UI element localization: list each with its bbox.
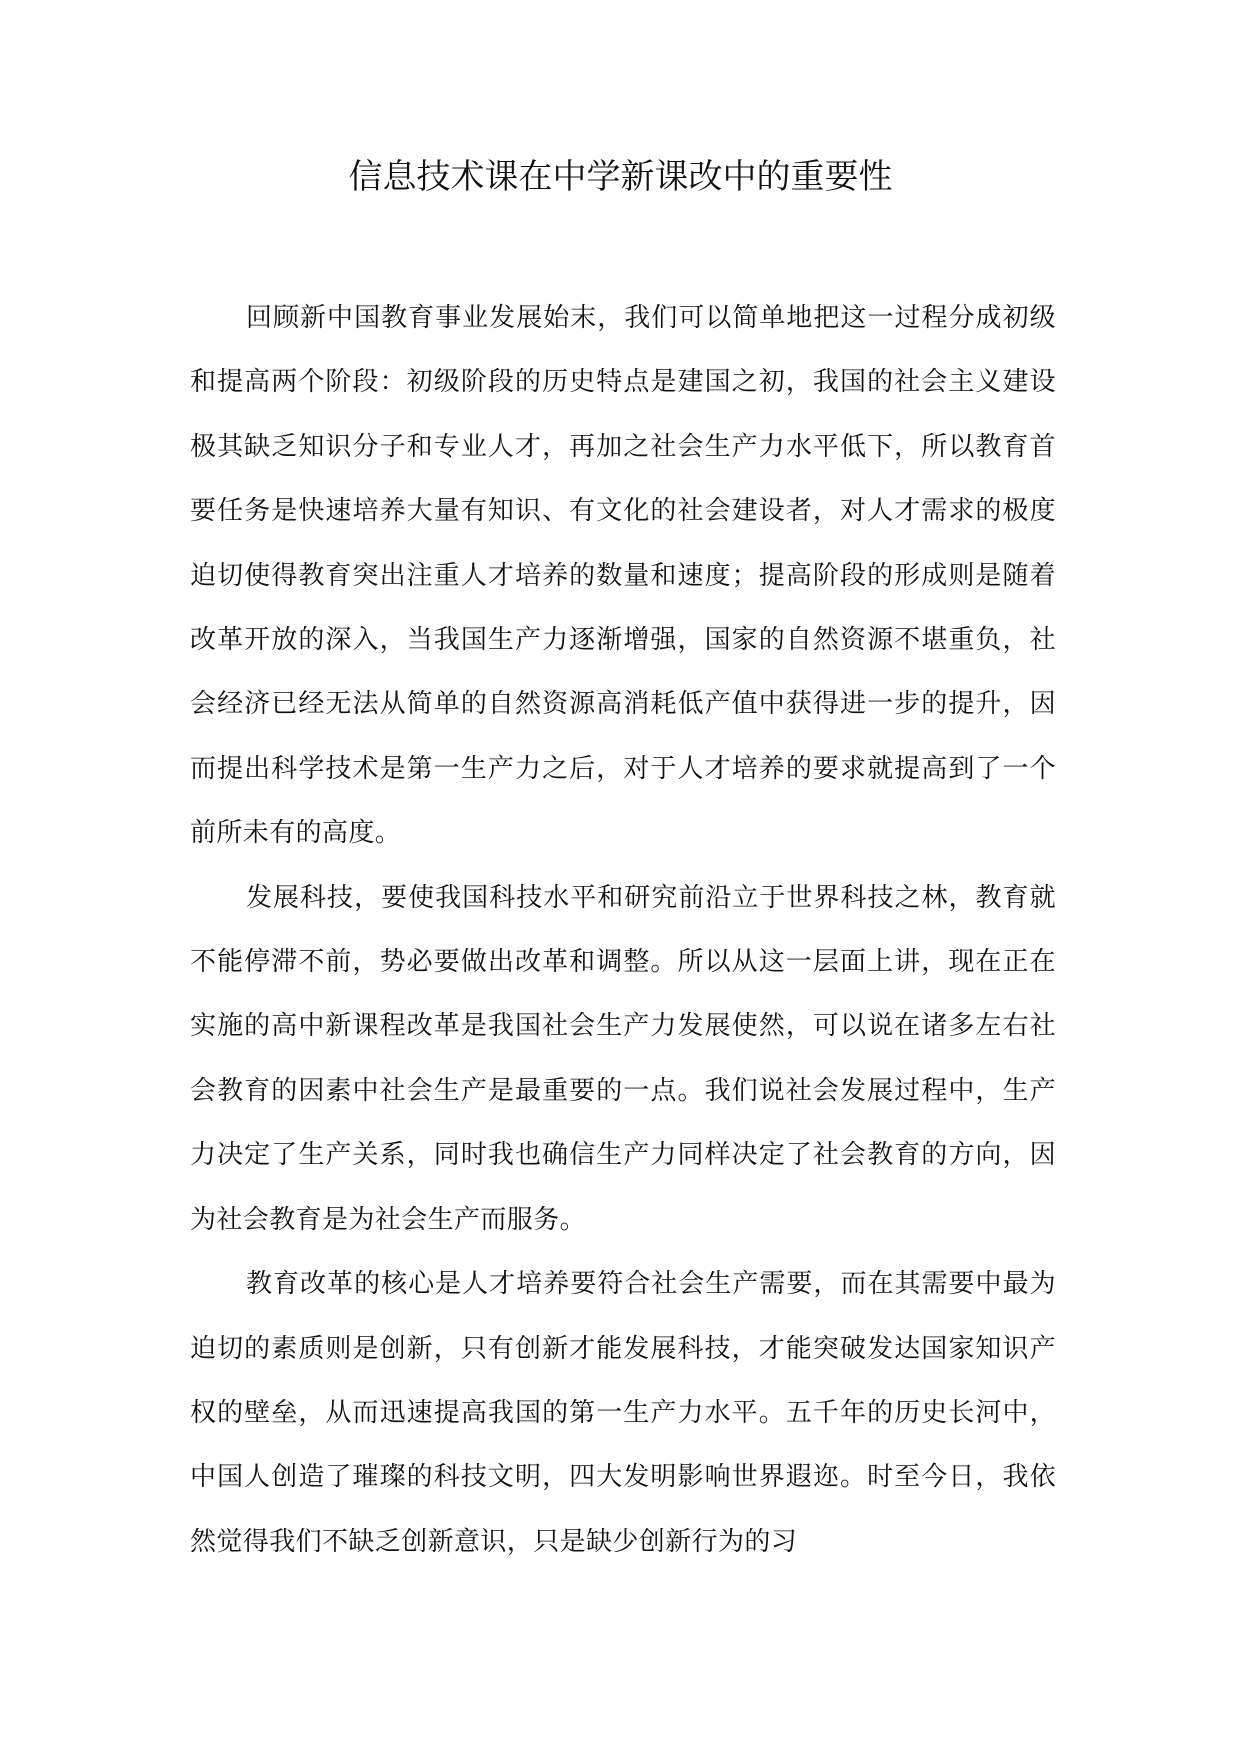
paragraph: 回顾新中国教育事业发展始末，我们可以简单地把这一过程分成初级和提高两个阶段：初级阶段的历史特点是建国之初，我国的社会主义建设极其缺乏知识分子和专业人才，再加之社会生产力水平低下，所以教育首要任务是快速培养大量有知识、有文化的社会建设者，对人才需求的极度迫切使得教育突出注重人才培养的数量和速度；提高阶段的形成则是随着改革开放的深入，当我国生产力逐渐增强，国家的自然资源不堪重负，社会经济已经无法从简单的自然资源高消耗低产值中获得进一步的提升，因而提出科学技术是第一生产力之后，对于人才培养的要求就提高到了一个前所未有的高度。 [190, 303, 1056, 849]
document-body [190, 286, 1056, 1574]
paragraph: 教育改革的核心是人才培养要符合社会生产需要，而在其需要中最为迫切的素质则是创新，只有创新才能发展科技，才能突破发达国家知识产权的壁垒，从而迅速提高我国的第一生产力水平。五千年的历史长河中，中国人创造了璀璨的科技文明，四大发明影响世界遐迩。时至今日，我依然觉得我们不缺乏创新意识，只是缺少创新行为的习 [190, 1269, 1056, 1557]
paragraph: 发展科技，要使我国科技水平和研究前沿立于世界科技之林，教育就不能停滞不前，势必要做出改革和调整。所以从这一层面上讲，现在正在实施的高中新课程改革是我国社会生产力发展使然，可以说在诸多左右社会教育的因素中社会生产是最重要的一点。我们说社会发展过程中，生产力决定了生产关系，同时我也确信生产力同样决定了社会教育的方向，因为社会教育是为社会生产而服务。 [190, 882, 1056, 1235]
document-title: 信息技术课在中学新课改中的重要性 [348, 157, 893, 197]
